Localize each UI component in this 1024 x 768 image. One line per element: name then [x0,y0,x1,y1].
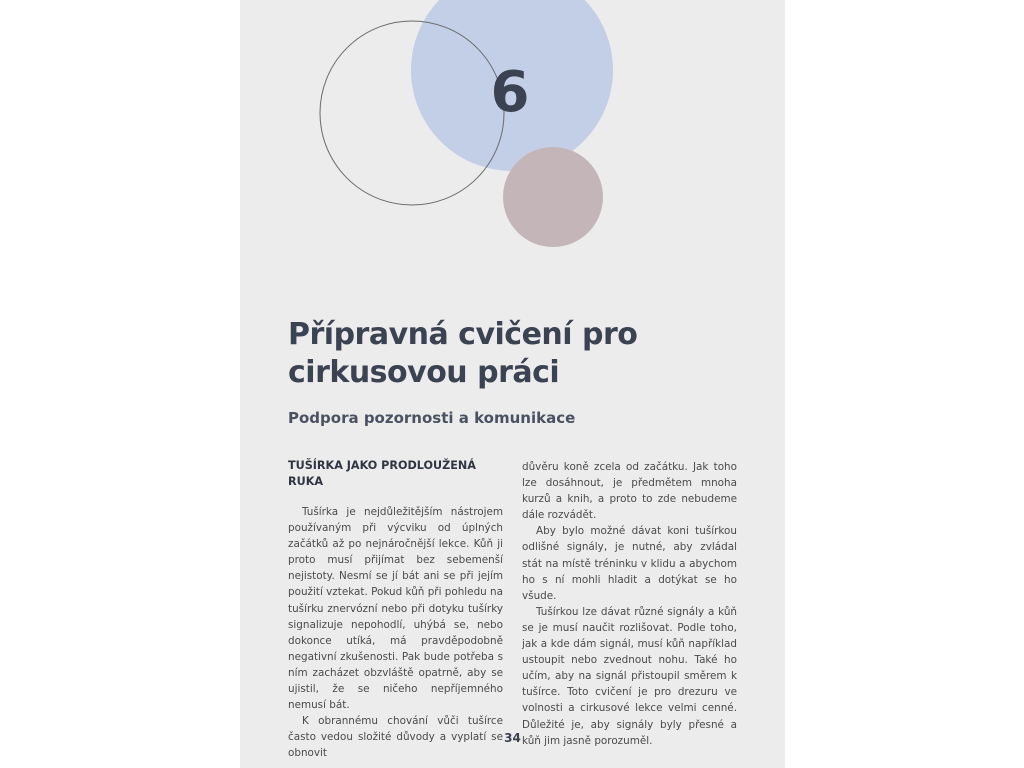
paragraph: Tušírka je nejdůležitějším nástrojem používaným při výcviku od úplných začátků až po nejnáročnější lekce. Kůň ji proto musí přijímat bez sebemenší nejistoty. Nesmí se jí bát ani se při jejím použití vztekat. Pokud kůň při pohledu na tušírku znervózní nebo při dotyku tušírky signalizuje nepohodlí, uhýbá se, nebo dokonce utíká, má pravděpodobně negativní zkušenosti. Pak bude potřeba s ním zacházet obzvláště opatrně, aby se ujistil, že se ničeho nepříjemného nemusí bát. [288,506,504,712]
section-heading: TUŠÍRKA JAKO PRODLOUŽENÁ RUKA [288,459,476,488]
book-page [240,0,785,768]
text-column-right [522,459,737,749]
chapter-number: 6 [490,60,530,125]
paragraph: Aby bylo možné dávat koni tušírkou odlišné signály, je nutné, aby zvládal stát na místě tréninku v klidu a abychom ho s ní mohli hladit a dotýkat se ho všude. [522,525,737,602]
chapter-title: Přípravná cvičení pro cirkusovou práci [288,317,638,390]
paragraph: Tušírkou lze dávat různé signály a kůň se je musí naučit rozlišovat. Podle toho, jak a kde dám signál, musí kůň například ustoupit nebo zvednout nohu. Také ho učím, aby na signál přistoupil směrem k tušírce. Toto cvičení je pro drezuru ve volnosti a cirkusové lekce velmi cenné. Důležité je, aby signály byly přesné a kůň jim jasně porozuměl. [522,605,737,747]
decorative-circles [240,0,785,300]
mauve-circle [503,147,603,247]
text-column-left [288,458,503,762]
page-number: 34 [504,731,521,745]
paragraph: K obrannému chování vůči tušírce často vedou složité důvody a vyplatí se obnovit [288,715,503,760]
paragraph: důvěru koně zcela od začátku. Jak toho lze dosáhnout, je předmětem mnoha kurzů a knih, a proto to zde nebudeme dále rozvádět. [522,461,737,522]
chapter-subtitle: Podpora pozornosti a komunikace [288,409,576,427]
